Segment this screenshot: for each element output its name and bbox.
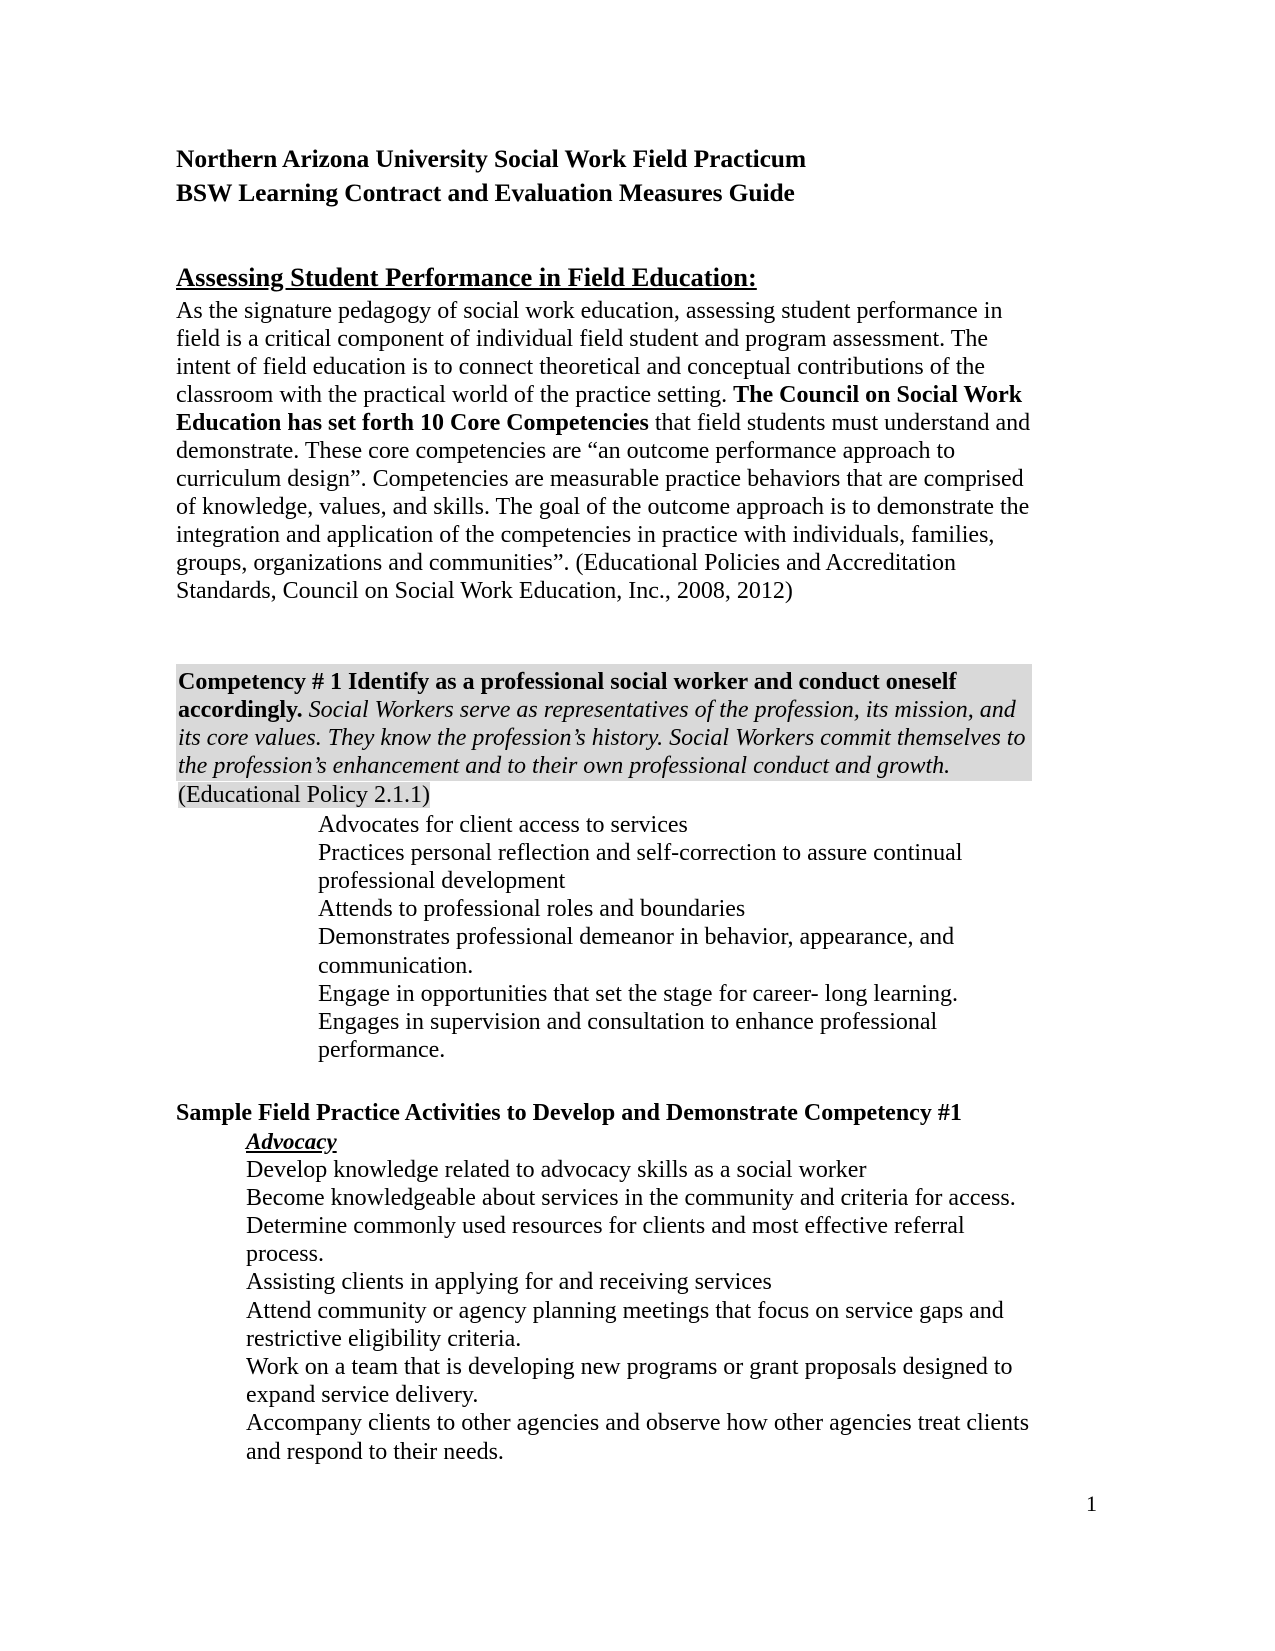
competency-statement [176, 664, 1032, 782]
list-item: Work on a team that is developing new programs or grant proposals designed to expand service delivery. [246, 1353, 1013, 1409]
list-item: Engages in supervision and consultation to enhance professional performance. [318, 1008, 938, 1064]
competency-policy-reference: (Educational Policy 2.1.1) [178, 782, 430, 809]
sample-activities-subheading-wrapper [176, 1128, 1034, 1155]
list-item: Assisting clients in applying for and receiving services [246, 1269, 772, 1296]
competency-heading: Competency # 1 Identify as a professional social worker and conduct oneself accordingly. [178, 668, 957, 723]
section-heading-assessing-student-performance: Assessing Student Performance in Field Education: [176, 262, 757, 293]
competency-shaded-box [176, 664, 1032, 782]
list-item: Advocates for client access to services [318, 811, 688, 838]
competency-policy-reference-line [176, 781, 1034, 809]
sample-activities-list [246, 1156, 1034, 1466]
list-item: Demonstrates professional demeanor in behavior, appearance, and communication. [318, 924, 955, 979]
intro-paragraph-part-1: As the signature pedagogy of social work education, assessing student performance in field is a critical component of individual field student and program assessment. The intent of field education is to connect theoretical and conceptual contributions of the classroom with the practical world of the practice setting. [176, 298, 1003, 409]
list-item: Accompany clients to other agencies and observe how other agencies treat clients and respond to their needs. [246, 1410, 1030, 1465]
document-title-line-2: BSW Learning Contract and Evaluation Measures Guide [176, 177, 795, 207]
sample-activities-heading: Sample Field Practice Activities to Develop and Demonstrate Competency #1 [176, 1100, 962, 1127]
list-item: Engage in opportunities that set the stage for career- long learning. [318, 980, 958, 1007]
sample-activities-subheading-advocacy: Advocacy [246, 1128, 337, 1154]
list-item: Practices personal reflection and self-correction to assure continual professional development [318, 839, 963, 895]
page-number: 1 [1086, 1491, 1097, 1516]
competency-description: Social Workers serve as representatives of the profession, its mission, and its core values. They know the profession’s history. Social Workers commit themselves to the profession’s enhancement and to their own professional conduct and growth. [178, 696, 1026, 780]
document-content [176, 142, 1034, 1466]
document-title-line-1: Northern Arizona University Social Work Field Practicum [176, 144, 807, 173]
intro-paragraph-part-2: that field students must understand and demonstrate. These core competencies are “an outcome performance approach to curriculum design”. Competencies are measurable practice behaviors that are comprised of knowledge, values, and skills. The goal of the outcome approach is to demonstrate the integration and application of the competencies in practice with individuals, families, groups, organizations and communities”. (Educational Policies and Accreditation Standards, Council on Social Work Education, Inc., 2008, 2012) [176, 410, 1031, 604]
practice-behaviors-list [318, 811, 1034, 1065]
list-item: Determine commonly used resources for clients and most effective referral process. [246, 1213, 965, 1268]
list-item: Attends to professional roles and boundaries [318, 896, 746, 923]
document-title [176, 142, 1034, 209]
list-item: Develop knowledge related to advocacy skills as a social worker [246, 1156, 867, 1183]
intro-paragraph [176, 295, 1034, 605]
list-item: Attend community or agency planning meetings that focus on service gaps and restrictive eligibility criteria. [246, 1297, 1004, 1352]
list-item: Become knowledgeable about services in the community and criteria for access. [246, 1184, 1016, 1211]
section-heading-wrapper [176, 261, 1034, 295]
intro-paragraph-bold-emphasis: The Council on Social Work Education has set forth 10 Core Competencies [176, 382, 1023, 437]
